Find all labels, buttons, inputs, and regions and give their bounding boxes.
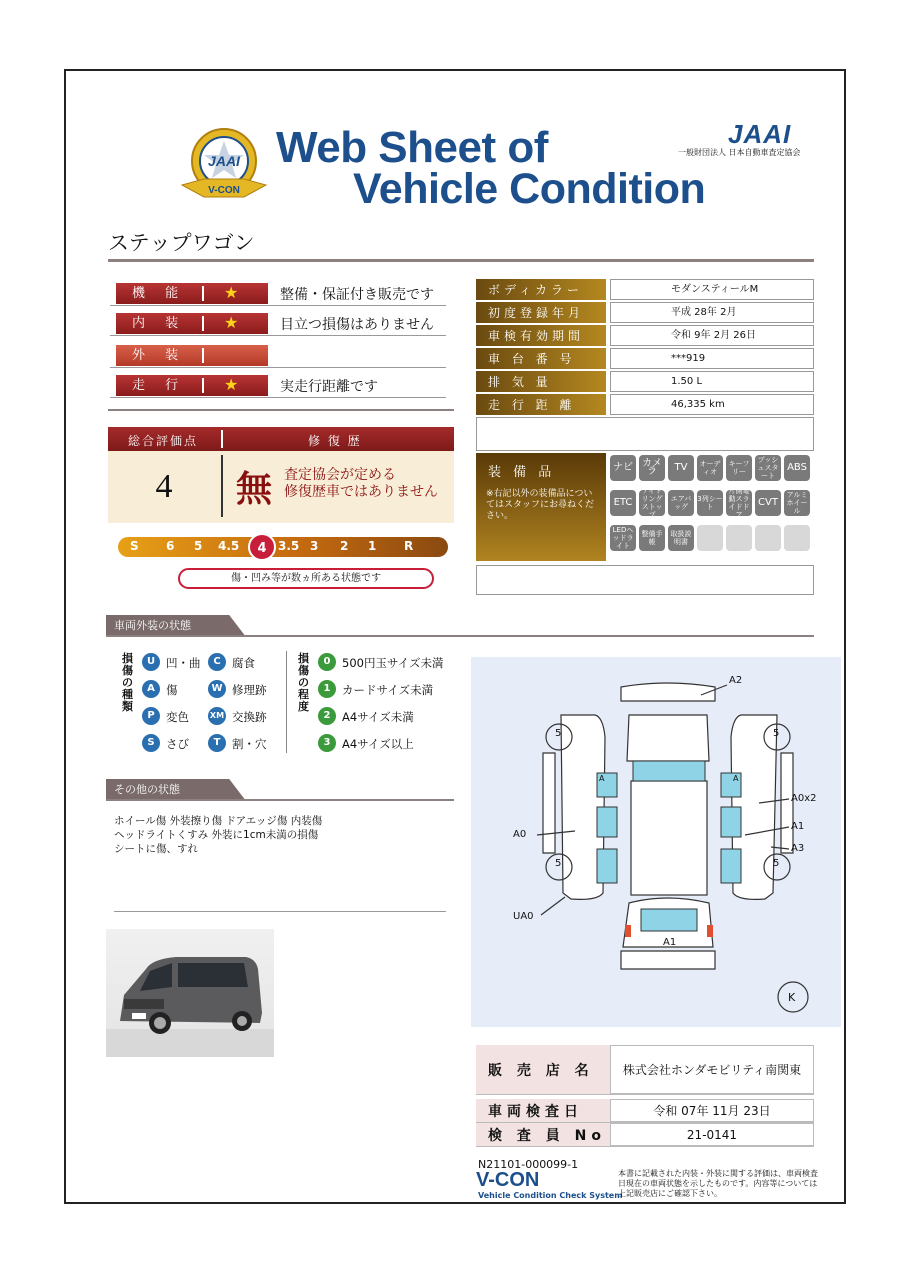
repair-mark: 無 bbox=[236, 468, 273, 510]
sheet-code: N21101-000099-1 bbox=[478, 1158, 579, 1171]
equipment-item: CVT bbox=[755, 490, 781, 516]
equipment-blank-box bbox=[476, 565, 814, 595]
equipment-item: ナビ bbox=[610, 455, 636, 481]
code-w: W bbox=[208, 680, 226, 698]
grade-current: 4 bbox=[248, 533, 276, 561]
svg-text:V-CON: V-CON bbox=[208, 185, 240, 196]
rating-row-mileage: 走 行 ★ 実走行距離です bbox=[110, 373, 446, 398]
code-a: A bbox=[142, 680, 160, 698]
title-line-1: Web Sheet of bbox=[276, 123, 548, 172]
vcon-subtitle: Vehicle Condition Check System bbox=[478, 1191, 623, 1200]
spec-chassis-number: 車 台 番 号 ***919 bbox=[476, 348, 814, 370]
spec-blank-box bbox=[476, 417, 814, 451]
vehicle-diagram-icon bbox=[471, 657, 841, 1027]
equipment-item: アイドリングストップ bbox=[639, 490, 665, 516]
condition-sheet: JAAI V-CON Web Sheet of Vehicle Condition JAAI 一般財団法人 日本自動車査定協会 ステップワゴン 機 能 ★ 整備・保証付き販売です 内 装 ★ 目立つ損傷はありません 外 装 走 行 ★ 実走行距離です ボディカラー モダンスティールM 初度登録年月 平成 28年 2月 車検有効期間 令和 9年 2月 26日 車 台 番 号 ***919 排 気 量 1.50 L 走 行 距 離 46,335 km 総合評価点 修 復 歴 4 無 査定協会が定める 修復歴車ではありません S 6 5 4.5 3.5 3 2 1 R 4 傷・凹み等が数ヵ所ある状態です 装 備 品 ※右記以外の装備品についてはスタッフにお尋ねください。 ナビ カメラ TV オーディオ キーフリー プッシュスタート ABS ETC アイドリングストップ エアバッグ 3列シート 片側電動スライドドア CVT アルミホイール LEDヘッドライト 整備手帳 取扱説明書 車両外装の状態 損傷の種類 U 凹・曲 C 腐食 A 傷 W 修理跡 P 変色 XM 交換跡 S さび T 割・穴 損傷の程度 0 500円玉サイズ未満 1 カードサイズ未満 2 A4サイズ未満 3 A4サイズ以上 その他の状態 ホイール傷 外装擦り傷 ドアエッジ傷 内装傷 ヘッドライトくすみ 外装に1cm未満の損傷 シートに傷、すれ A2 A0x2 A1 A3 A0 UA0 A1 K 5 5 5 5 A A 販 売 店 名 株式会社ホンダモビリティ南関東 車両検査日 令和 07年 11月 23日 検 査 員 No 21-0141 N21101-000099-1 V-CON Vehicle Condition Check System 本書に記載された内装・外装に関する評価は、車両検査日現在の車両状態を示したものです。内容等については上記販売店にご確認下さい。 bbox=[64, 69, 846, 1204]
spec-first-registration: 初度登録年月 平成 28年 2月 bbox=[476, 302, 814, 324]
svg-text:JAAI: JAAI bbox=[208, 153, 240, 169]
svg-text:5: 5 bbox=[555, 728, 562, 739]
code-t: T bbox=[208, 734, 226, 752]
equipment-item: 整備手帳 bbox=[639, 525, 665, 551]
spec-displacement: 排 気 量 1.50 L bbox=[476, 371, 814, 393]
jaai-seal-icon bbox=[174, 127, 274, 207]
other-notes: ホイール傷 外装擦り傷 ドアエッジ傷 内装傷 ヘッドライトくすみ 外装に1cm未満の損傷 シートに傷、すれ bbox=[114, 815, 323, 855]
code-p: P bbox=[142, 707, 160, 725]
rating-row-function: 機 能 ★ 整備・保証付き販売です bbox=[110, 281, 446, 306]
svg-text:A: A bbox=[733, 774, 739, 783]
star-icon: ★ bbox=[224, 313, 239, 332]
rating-row-exterior: 外 装 bbox=[110, 343, 446, 368]
degree-2: 2 bbox=[318, 707, 336, 725]
svg-text:A1: A1 bbox=[663, 937, 677, 948]
rating-row-interior: 内 装 ★ 目立つ損傷はありません bbox=[110, 311, 446, 336]
code-xm: XM bbox=[208, 707, 226, 725]
equipment-item: 取扱説明書 bbox=[668, 525, 694, 551]
svg-text:A: A bbox=[599, 774, 605, 783]
svg-text:5: 5 bbox=[773, 858, 780, 869]
equipment-item: カメラ bbox=[639, 455, 665, 481]
equipment-item: 3列シート bbox=[697, 490, 723, 516]
divider bbox=[108, 259, 814, 262]
equipment-item bbox=[697, 525, 723, 551]
equipment-item bbox=[784, 525, 810, 551]
equipment-label: 装 備 品 ※右記以外の装備品についてはスタッフにお尋ねください。 bbox=[476, 453, 606, 561]
svg-text:A0: A0 bbox=[513, 829, 527, 840]
exterior-section-header: 車両外装の状態 bbox=[106, 615, 814, 637]
dealer-name-row: 販 売 店 名 株式会社ホンダモビリティ南関東 bbox=[476, 1045, 814, 1095]
equipment-item: エアバッグ bbox=[668, 490, 694, 516]
damage-diagram bbox=[471, 657, 841, 1027]
org-name: 一般財団法人 日本自動車査定協会 bbox=[678, 148, 801, 157]
equipment-item: ETC bbox=[610, 490, 636, 516]
score-body bbox=[108, 451, 454, 523]
car-name: ステップワゴン bbox=[108, 231, 255, 255]
svg-text:A0x2: A0x2 bbox=[791, 793, 817, 804]
divider bbox=[108, 409, 454, 411]
svg-text:A3: A3 bbox=[791, 843, 805, 854]
svg-text:K: K bbox=[788, 991, 796, 1004]
equipment-item: プッシュスタート bbox=[755, 455, 781, 481]
spec-mileage: 走 行 距 離 46,335 km bbox=[476, 394, 814, 416]
equipment-item: アルミホイール bbox=[784, 490, 810, 516]
jaai-logo: JAAI bbox=[728, 119, 792, 149]
svg-text:A1: A1 bbox=[791, 821, 805, 832]
minivan-photo-icon bbox=[106, 929, 274, 1057]
damage-degree-label: 損傷の程度 bbox=[298, 652, 309, 713]
svg-text:5: 5 bbox=[555, 858, 562, 869]
equipment-item: TV bbox=[668, 455, 694, 481]
inspector-no-row: 検 査 員 No 21-0141 bbox=[476, 1123, 814, 1147]
code-c: C bbox=[208, 653, 226, 671]
degree-0: 0 bbox=[318, 653, 336, 671]
degree-1: 1 bbox=[318, 680, 336, 698]
grade-scale: S 6 5 4.5 3.5 3 2 1 R bbox=[118, 537, 448, 557]
code-s: S bbox=[142, 734, 160, 752]
score-header: 総合評価点 修 復 歴 bbox=[108, 427, 454, 451]
footer-notice: 本書に記載された内装・外装に関する評価は、車両検査日現在の車両状態を示したものです。内容等については上記販売店にご確認下さい。 bbox=[618, 1169, 818, 1198]
other-section-header: その他の状態 bbox=[106, 779, 454, 801]
equipment-item: キーフリー bbox=[726, 455, 752, 481]
star-icon: ★ bbox=[224, 283, 239, 302]
equipment-item: オーディオ bbox=[697, 455, 723, 481]
vehicle-photo bbox=[106, 929, 274, 1057]
damage-type-label: 損傷の種類 bbox=[122, 652, 133, 713]
equipment-item: 片側電動スライドドア bbox=[726, 490, 752, 516]
overall-score: 4 bbox=[155, 468, 173, 505]
equipment-item bbox=[726, 525, 752, 551]
svg-text:5: 5 bbox=[773, 728, 780, 739]
vcon-logo: V-CON bbox=[476, 1169, 540, 1191]
title-line-2: Vehicle Condition bbox=[353, 165, 706, 213]
grade-note: 傷・凹み等が数ヵ所ある状態です bbox=[178, 568, 434, 589]
repair-text: 査定協会が定める 修復歴車ではありません bbox=[284, 467, 438, 500]
equipment-item bbox=[755, 525, 781, 551]
equipment-item: LEDヘッドライト bbox=[610, 525, 636, 551]
spec-body-color: ボディカラー モダンスティールM bbox=[476, 279, 814, 301]
code-u: U bbox=[142, 653, 160, 671]
svg-text:UA0: UA0 bbox=[513, 911, 534, 922]
divider bbox=[106, 635, 814, 637]
equipment-item: ABS bbox=[784, 455, 810, 481]
svg-text:A2: A2 bbox=[729, 675, 743, 686]
inspection-date-row: 車両検査日 令和 07年 11月 23日 bbox=[476, 1099, 814, 1123]
star-icon: ★ bbox=[224, 375, 239, 394]
divider bbox=[106, 799, 454, 801]
degree-3: 3 bbox=[318, 734, 336, 752]
spec-inspection-expiry: 車検有効期間 令和 9年 2月 26日 bbox=[476, 325, 814, 347]
